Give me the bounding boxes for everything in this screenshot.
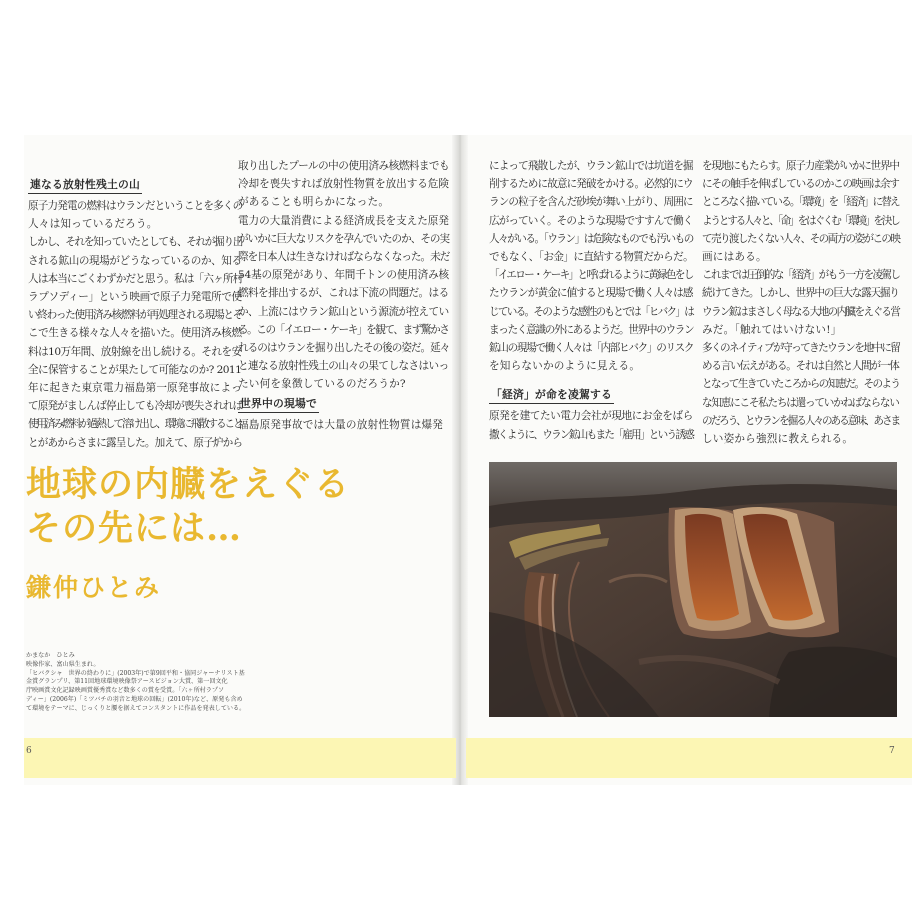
- text-line: 冷却を喪失すれば放射性物質を放出する危険: [238, 178, 449, 191]
- binding-gutter: [452, 135, 468, 785]
- text-line: 福島原発事故では大量の放射性物質は爆発: [238, 418, 444, 431]
- column-3-text-top: [489, 157, 694, 375]
- text-line: 全に保管することが果たして可能なのか? 2011: [28, 363, 242, 376]
- bio-line: 金賞グランプリ、第11回地球環境映像祭アースビジョン大賞、第一回文化: [26, 678, 228, 686]
- page-number-right: 7: [889, 746, 895, 756]
- text-line: める言い伝えがある。それは自然と人間が一体: [702, 360, 899, 373]
- section-heading-world-sites: 世界中の現場で: [238, 396, 319, 413]
- bio-line: 庁映画賞文化記録映画賞優秀賞など数多くの賞を受賞。「六ヶ所村ラプソ: [26, 687, 225, 695]
- author-bio: [26, 652, 246, 714]
- column-4-text: [702, 157, 900, 448]
- bio-line: ディー」(2006年)「ミツバチの羽音と地球の回転」(2010年)など、原発も含め: [26, 695, 243, 703]
- text-line: 続けてきた。しかし、世界中の巨大な露天掘り: [702, 287, 899, 300]
- text-line: 燃料を排出するが、これは下流の問題だ。はる: [238, 287, 449, 300]
- text-line: を現地にもたらす。原子力産業がいかに世界中: [702, 160, 899, 172]
- text-line: 年に起きた東京電力福島第一原発事故によっ: [28, 382, 242, 395]
- text-line: 電力の大量消費による経済成長を支えた原発: [238, 214, 449, 227]
- text-line: たい何を象徴しているのだろうか?: [238, 378, 406, 391]
- text-line: ところなく描いている。「環境」を「経済」に替え: [702, 196, 899, 209]
- text-line: 人々は知っているだろう。: [28, 218, 158, 231]
- text-line: によって飛散したが、ウラン鉱山では坑道を掘: [489, 160, 693, 172]
- article-column-1: [28, 175, 243, 452]
- text-line: と連なる放射性残土の山々の果てしなさはいっ: [238, 360, 449, 373]
- text-line: のだろう、とウランを掘る人々のある意味、あさま: [702, 414, 900, 427]
- title-line-1: 地球の内臓をえぐる: [26, 464, 351, 505]
- text-line: があることも明らかになった。: [238, 196, 390, 209]
- text-line: 人々がいる。「ウラン」は危険なものでも汚いもの: [489, 232, 693, 245]
- text-line: これまでは圧倒的な「経済」がもう一方を凌駕し: [702, 269, 900, 282]
- text-line: 撒くように、ウラン鉱山もまた「雇用」という誘惑: [489, 428, 694, 441]
- text-line: となって生きていたころからの知恵だ。そのよう: [702, 378, 900, 391]
- text-line: を知らないかのように見える。: [489, 360, 641, 373]
- text-line: みだ。「触れてはいけない!」: [702, 323, 842, 336]
- text-line: にその触手を伸ばしているのかこの映画は余す: [702, 178, 899, 191]
- title-line-2: その先には…: [26, 508, 243, 549]
- column-2-text-top: [238, 157, 450, 394]
- text-line: 原発を建てたい電力会社が現地にお金をばら: [489, 410, 693, 423]
- text-line: しい姿から強烈に教えられる。: [702, 433, 854, 446]
- text-line: て原発がましんば停止しても冷却が喪失されれば: [28, 400, 243, 413]
- text-line: 多くのネイティブが守ってきたウランを地中に留: [702, 342, 900, 355]
- text-line: れるのはウランを掘り出したその後の姿だ。延々: [238, 342, 450, 355]
- page-number-left: 6: [26, 746, 32, 756]
- text-line: ランの粒子を含んだ砂埃が舞い上がり、周囲に: [489, 196, 693, 209]
- text-line: 鉱山の現場で働く人々は「内部ヒバク」のリスク: [489, 342, 694, 355]
- text-line: 取り出したプールの中の使用済み核燃料までも: [238, 160, 450, 172]
- text-line: 広がっていく。そのような現場ですすんで働く: [489, 214, 693, 227]
- author-name: 鎌仲ひとみ: [26, 573, 162, 602]
- article-title: [26, 463, 350, 551]
- text-line: 料は10万年間、放射線を出し続ける。それを安: [28, 345, 242, 358]
- text-line: か、上流にはウラン鉱山という源流が控えてい: [238, 305, 449, 318]
- article-column-4: [702, 157, 900, 448]
- text-line: こで生きる様々な人々を描いた。使用済み核燃: [28, 327, 242, 340]
- column-3-text-bottom: [489, 407, 694, 443]
- text-line: 人は本当にごくわずかだと思う。私は「六ヶ所村: [28, 272, 243, 285]
- bio-line: かまなか ひとみ: [26, 652, 75, 659]
- footer-band-right: [466, 738, 912, 778]
- text-line: ようとする人々と、「命」をはぐくむ「環境」を決し: [702, 214, 899, 227]
- text-line: しかし、それを知っていたとしても、それが掘り出: [28, 236, 243, 249]
- footer-band-left: [24, 738, 456, 778]
- text-line: ウラン鉱はまさしく母なる大地の内臓をえぐる営: [702, 305, 900, 318]
- text-line: 画にはある。: [702, 251, 767, 264]
- text-line: 「イエロー・ケーキ」と呼ばれるように黄緑色をし: [489, 269, 693, 282]
- text-line: て売り渡したくない人々、その両方の姿がこの映: [702, 232, 900, 245]
- article-column-2: [238, 157, 450, 434]
- section-heading-radioactive-tailings: 連なる放射性残土の山: [28, 177, 142, 194]
- column-2-text-bottom: [238, 416, 450, 434]
- text-line: い終わった使用済み核燃料が再処理される現場とそ: [28, 309, 242, 322]
- text-line: 使用済み燃料が過熱して溶け出し、環境に飛散すること: [28, 418, 242, 431]
- text-line: 際を日本人は生きなければならなくなった。未だ: [238, 251, 450, 264]
- text-line: まったく意識の外にあるようだ。世界中のウラン: [489, 323, 694, 336]
- text-line: る。この「イエロー・ケーキ」を観て、まず驚かさ: [238, 323, 449, 336]
- section-heading-economy-overpowers-life: 「経済」が命を凌駕する: [489, 387, 614, 404]
- article-column-3: [489, 157, 694, 444]
- text-line: がいかに巨大なリスクを孕んでいたのか、その実: [238, 232, 450, 245]
- text-line: でもなく、「お金」に直結する物質だからだ。: [489, 251, 694, 264]
- column-1-text: [28, 197, 243, 452]
- text-line: ラプソディー」という映画で原子力発電所で使: [28, 291, 242, 304]
- text-line: 54基の原発があり、年間千トンの使用済み核: [238, 269, 449, 282]
- bio-line: 映像作家、富山県生まれ。: [26, 660, 100, 668]
- bio-line: 「ヒバクシャ 世界の終わりに」(2003年)で第9回平和・協同ジャーナリスト基: [26, 669, 245, 677]
- text-line: たウランが黄金に値すると現場で働く人々は感: [489, 287, 693, 300]
- text-line: じている。そのような感性のもとでは「ヒバク」は: [489, 305, 694, 318]
- text-line: とがあからさまに露呈した。加えて、原子炉から: [28, 436, 243, 449]
- text-line: される鉱山の現場がどうなっているのか、知る: [28, 254, 242, 267]
- uranium-mine-aerial-photo: [489, 462, 897, 717]
- text-line: な知恵にこそ私たちは還っていかねばならない: [702, 396, 899, 409]
- bio-line: て環境をテーマに、じっくりと腰を据えてコンスタントに作品を発表している。: [26, 704, 246, 712]
- text-line: 原子力発電の燃料はウランだということを多くの: [28, 200, 243, 212]
- text-line: 削するために故意に発破をかける。必然的にウ: [489, 178, 693, 191]
